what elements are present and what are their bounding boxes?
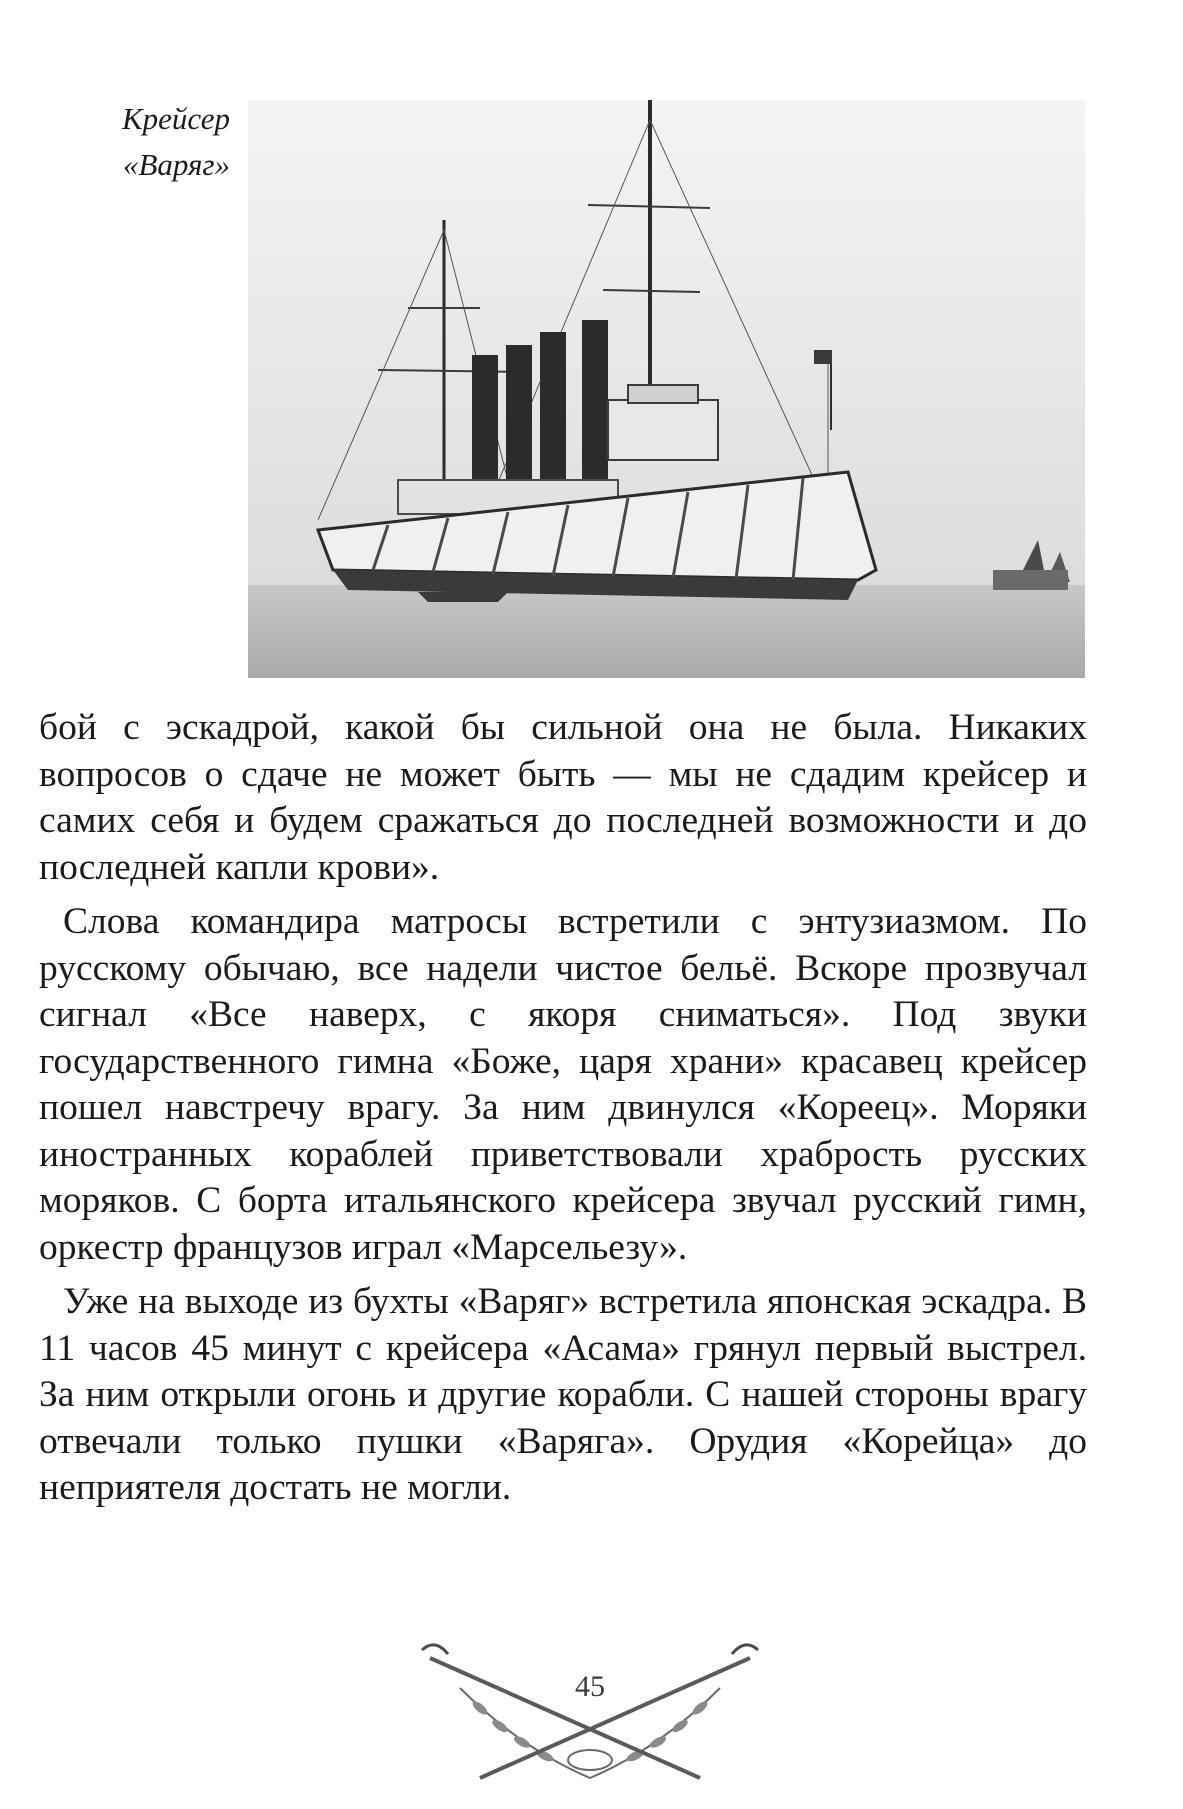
page-number: 45 (575, 1670, 605, 1703)
caption-line-2: «Варяг» (122, 147, 230, 182)
crossed-sabers-wreath-icon (400, 1628, 780, 1788)
cruiser-photo (248, 100, 1085, 678)
paragraph: Уже на выходе из бухты «Варяг» встретила японская эскадра. В 11 часов 45 минут с крейсера «Асама» грянул первый выстрел. За ним открыли огонь и другие корабли. С нашей стороны врагу отвечали только пушки «Варяга». Орудия «Корейца» до неприятеля достать не могли. (39, 1281, 1087, 1508)
caption-line-1: Крейсер (122, 101, 230, 136)
cruiser-ship-icon (248, 100, 1085, 678)
paragraph: Слова командира матросы встретили с энтузиазмом. По русскому обычаю, все надели чистое бельё. Вскоре прозвучал сигнал «Все наверх, с якоря сниматься». Под звуки государственного гимна «Боже, царя храни» красавец крейсер пошел навстречу врагу. За ним двинулся «Кореец». Моряки иностранных кораблей приветствовали храбрость русских моряков. С борта итальянского крейсера звучал русский гимн, оркестр французов играл «Марсельезу». (39, 901, 1087, 1268)
body-text (39, 705, 1087, 1512)
paragraph: бой с эскадрой, какой бы сильной она не была. Никаких вопросов о сдаче не может быть — мы не сдадим крейсер и самих себя и будем сражаться до последней возможности и до последней капли крови». (39, 707, 1087, 888)
page-footer (400, 1628, 780, 1788)
photo-caption (60, 96, 230, 188)
